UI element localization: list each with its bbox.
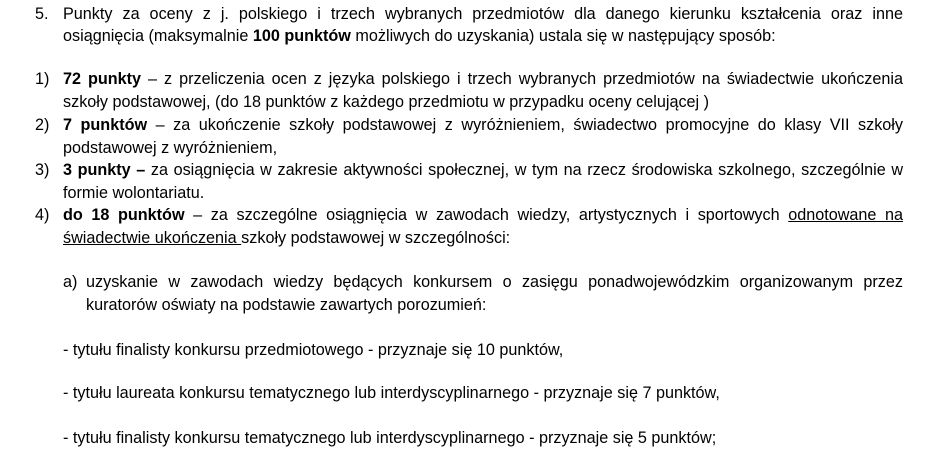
intro-line-2: osiągnięcia (maksymalnie 100 punktów możliwych do uzyskania) ustala się w następujący sposób: <box>63 27 776 45</box>
sub-item-label: a) <box>63 273 78 291</box>
item-line-1: 7 punktów – za ukończenie szkoły podstawowej z wyróżnieniem, świadectwo promocyjne do klasy VII szkoły <box>63 116 903 134</box>
item-line-1: do 18 punktów – za szczególne osiągnięcia w zawodach wiedzy, artystycznych i sportowych odnotowane na <box>63 206 904 224</box>
bullet-item-2: - tytułu laureata konkursu tematycznego lub interdyscyplinarnego - przyznaje się 7 punktów, <box>63 384 720 402</box>
item-number: 2) <box>35 116 50 134</box>
item-line-1: 72 punkty – z przeliczenia ocen z języka polskiego i trzech wybranych przedmiotów na świadectwie ukończenia <box>63 70 903 88</box>
intro-max-points: 100 punktów <box>252 27 351 45</box>
item-line-2: świadectwie ukończenia szkoły podstawowej w szczególności: <box>63 229 511 247</box>
sub-item-line-2: kuratorów oświaty na podstawie zawartych porozumień: <box>86 296 487 314</box>
item-line-2: szkoły podstawowej, (do 18 punktów z każdego przedmiotu w przypadku oceny celującej ) <box>63 93 710 111</box>
bullet-item-1: - tytułu finalisty konkursu przedmiotowego - przyznaje się 10 punktów, <box>63 341 564 359</box>
item-number: 1) <box>35 70 50 88</box>
item-line-2: podstawowej z wyróżnieniem, <box>63 139 278 157</box>
bullet-item-3: - tytułu finalisty konkursu tematycznego lub interdyscyplinarnego - przyznaje się 5 punktów; <box>63 429 717 447</box>
intro-line-1: Punkty za oceny z j. polskiego i trzech wybranych przedmiotów dla danego kierunku kształcenia oraz inne <box>63 5 903 23</box>
item-line-1: 3 punkty – za osiągnięcia w zakresie aktywności społecznej, w tym na rzecz środowiska szkolnego, szczególnie w <box>63 161 904 179</box>
item-number: 4) <box>35 206 50 224</box>
item-number: 3) <box>35 161 50 179</box>
sub-item-line-1: uzyskanie w zawodach wiedzy będących konkursem o zasięgu ponadwojewódzkim organizowanym przez <box>86 273 903 291</box>
item-line-2: formie wolontariatu. <box>63 184 205 202</box>
intro-number: 5. <box>35 5 49 23</box>
